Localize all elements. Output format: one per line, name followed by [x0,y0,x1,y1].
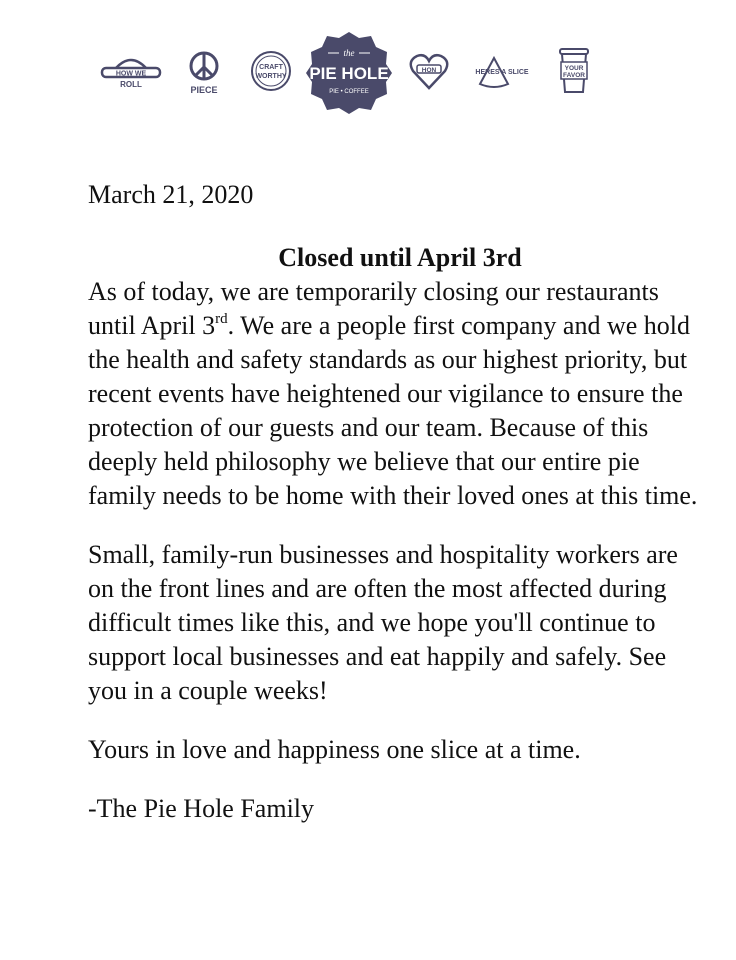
piece-text: PIECE [190,85,218,95]
logo-pie-coffee-text: PIE • COFFEE [329,89,369,95]
how-we-roll-badge [100,50,162,90]
your-favor-text-1: YOUR [564,65,584,72]
letter-paragraph-2: Small, family-run businesses and hospitality workers are on the front lines and are often the most affected during difficult times like this, and we hope you'll continue to support local businesses and eat happily and safely. See you in a couple weeks! [88,540,678,705]
letter-paragraph-1 [88,275,708,513]
paragraph-1-rest: . We are a people first company and we hold the health and safety standards as our highest priority, but recent events have heightened our vigilance to ensure the protection of our guests and our team. Because of this deeply held philosophy we believe that our entire pie family needs to be home with their loved ones at this time. [88,311,698,510]
pie-slice-icon [472,54,532,94]
heres-a-slice-badge [472,54,532,94]
how-we-roll-text-2: ROLL [120,80,142,89]
heart-text: HON [421,67,437,74]
letter-heading: Closed until April 3rd [278,243,522,272]
pie-hole-logo-icon [306,30,392,116]
letter-body [88,178,708,826]
logo-the-text: the [343,48,355,58]
your-favor-text-2: FAVOR [563,72,585,79]
pie-hole-logo [306,30,392,116]
piece-badge [183,48,225,96]
craft-worthy-text-1: CRAFT [259,64,283,71]
letter-date: March 21, 2020 [88,180,254,209]
letter-signature: -The Pie Hole Family [88,794,315,823]
craft-worthy-text-2: WORTHY [255,73,287,80]
heres-a-slice-text: HERES A SLICE [475,69,529,76]
how-we-roll-text-1: HOW WE [115,70,147,78]
peace-sign-icon [183,48,225,96]
paragraph-1-start: As of today, we are temporarily closing our restaurants until April 3 [88,277,659,340]
coffee-cup-icon [556,46,592,96]
logo-pie-hole-text: PIE HOLE [309,64,389,83]
hat-icon [100,50,162,90]
craft-worthy-badge [248,48,294,94]
letter-closing: Yours in love and happiness one slice at a time. [88,735,581,764]
heart-badge [408,52,450,92]
paragraph-1-superscript: rd [215,311,228,327]
seal-icon [248,48,294,94]
your-favor-badge [556,46,592,96]
heart-icon [408,52,450,92]
header-logo-strip [0,14,736,114]
